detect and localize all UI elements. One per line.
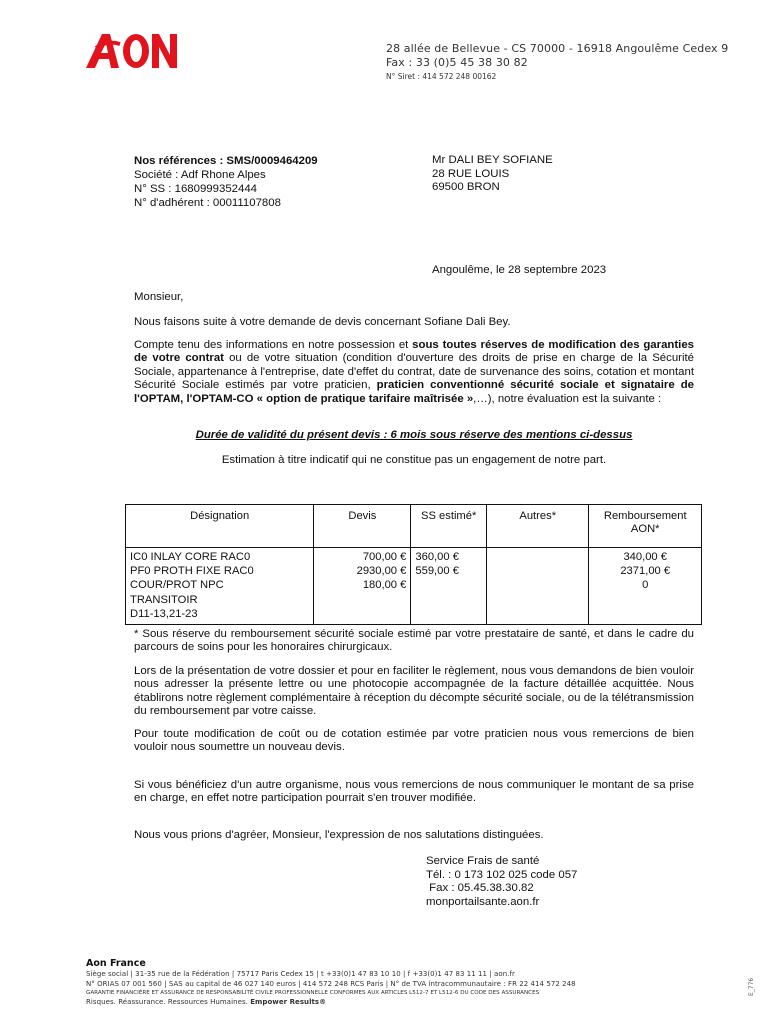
header-designation: Désignation [126,505,314,548]
header-remboursement-line2: AON* [630,523,660,535]
quote-table [125,504,702,625]
modification-paragraph: Pour toute modification de coût ou de cotation estimée par votre praticien nous vous remercions de bien vouloir nous soumettre un nouveau devis. [134,728,694,754]
footer-tagline-text: Risques. Réassurance. Ressources Humaines. [86,998,251,1007]
intro-paragraph: Nous faisons suite à votre demande de devis concernant Sofiane Dali Bey. [134,316,511,328]
addressee-city: 69500 BRON [432,181,500,193]
header-ss: SS estimé* [411,505,487,548]
ss-value: 559,00 € [415,565,459,578]
remboursement-value: 0 [642,579,649,592]
conditions-text-3: ,…), notre évaluation est la suivante : [473,392,662,405]
designation-line: COUR/PROT NPC [130,579,224,592]
devis-value: 700,00 € [362,551,407,563]
page-footer [86,957,576,1008]
footer-company: Aon France [86,958,146,969]
footer-guarantee: GARANTIE FINANCIÈRE ET ASSURANCE DE RESPONSABILITÉ CIVILE PROFESSIONNELLE CONFORMES AUX ARTICLES L512-7 ET L512-6 DU CODE DES ASSURANCES [86,990,540,997]
signature-block [426,855,577,909]
devis-value: 180,00 € [362,579,407,592]
cell-designation [126,548,314,625]
presentation-paragraph: Lors de la présentation de votre dossier et pour en faciliter le règlement, nous vous demandons de bien vouloir nous adresser la présente lettre ou une photocopie accompagnée de la facture détaillée acquittée. Nous établirons notre règlement complémentaire à réception du décompte sécurité sociale, ou de la télétransmission du remboursement par votre caisse. [134,665,694,718]
designation-line: D11-13,21-23 [130,607,198,620]
addressee-street: 28 RUE LOUIS [432,167,510,180]
footer-headquarters: Siège social | 31-35 rue de la Fédération | 75717 Paris Cedex 15 | t +33(0)1 47 83 10 10 | f +33(0)1 47 83 11 11 | aon.fr [86,970,515,978]
designation-line: PF0 PROTH FIXE RAC0 [130,565,254,578]
header-remboursement [589,505,702,548]
conditions-text-bold-1: sous toutes réserves de modification des garanties de votre contrat [134,339,694,365]
conditions-text-1: Compte tenu des informations en notre possession et [134,339,413,351]
aon-logo [86,30,178,70]
cell-autres [486,548,589,625]
devis-value: 2930,00 € [356,565,407,578]
signature-phone: Tél. : 0 173 102 025 code 057 [426,868,578,881]
signature-website: monportailsante.aon.fr [426,895,540,908]
signature-service: Service Frais de santé [426,855,540,867]
conditions-paragraph [134,339,694,406]
header-autres: Autres* [486,505,589,548]
estimation-notice: Estimation à titre indicatif qui ne constitue pas un engagement de notre part. [221,454,607,466]
designation-line: IC0 INLAY CORE RAC0 [130,551,251,563]
footnote-paragraph: * Sous réserve du remboursement sécurité sociale estimé par votre prestataire de santé, et dans le cadre du parcours de soins pour les honoraires chirurgicaux. [134,628,694,654]
sender-fax: Fax : 33 (0)5 45 38 30 82 [386,56,528,69]
remboursement-value: 2371,00 € [620,565,671,578]
table-header-row [126,505,702,548]
document-code: E_776 [748,977,755,996]
cell-ss [411,548,487,625]
remboursement-value: 340,00 € [623,551,667,563]
ss-value: 360,00 € [415,551,459,563]
social-security-number: N° SS : 1680999352444 [134,183,257,195]
footer-empower: Empower Results® [250,998,327,1007]
letter-date: Angoulême, le 28 septembre 2023 [432,264,607,276]
designation-line: TRANSITOIR [130,593,198,606]
references-block [134,154,318,210]
header-remboursement-line1: Remboursement [603,510,687,522]
footer-tagline [86,998,576,1008]
conditions-text-2: ou de votre situation (condition d'ouverture des droits de prise en charge de la Sécurité Sociale, appartenance à l'entreprise, date d'effet du contrat, date de survenance des soins, cotation et montant Sécurité Sociale estimés par votre praticien, [134,352,694,392]
validity-text: Durée de validité du présent devis : 6 mois sous réserve des mentions ci-dessus [195,429,633,441]
cell-devis [314,548,411,625]
salutation: Monsieur, [134,291,184,303]
sender-siret: N° Siret : 414 572 248 00162 [386,72,497,81]
closing-paragraph: Nous vous prions d'agréer, Monsieur, l'expression de nos salutations distinguées. [134,829,544,841]
conditions-text-bold-2: praticien conventionné sécurité sociale et signataire de l'OPTAM, l'OPTAM-CO « option de pratique tarifaire maîtrisée » [134,379,694,405]
sender-block [386,42,728,83]
footer-registration: N° ORIAS 07 001 560 | SAS au capital de 46 027 140 euros | 414 572 248 RCS Paris | N° de TVA intracommunautaire : FR 22 414 572 248 [86,979,576,988]
table-row [126,548,702,625]
our-references: Nos références : SMS/0009464209 [134,155,318,167]
other-insurer-paragraph: Si vous bénéficiez d'un autre organisme, nous vous remercions de nous communiquer le montant de sa prise en charge, en effet notre participation pourrait s'en trouver modifiée. [134,779,694,805]
company: Société : Adf Rhone Alpes [134,169,266,181]
addressee-name: Mr DALI BEY SOFIANE [432,154,553,166]
addressee-block [432,154,553,195]
header-devis: Devis [314,505,411,548]
member-number: N° d'adhérent : 00011107808 [134,197,281,209]
signature-fax: Fax : 05.45.38.30.82 [426,882,534,894]
validity-notice [134,429,694,442]
cell-remboursement [589,548,702,625]
sender-address: 28 allée de Bellevue - CS 70000 - 16918 Angoulême Cedex 9 [386,42,729,55]
